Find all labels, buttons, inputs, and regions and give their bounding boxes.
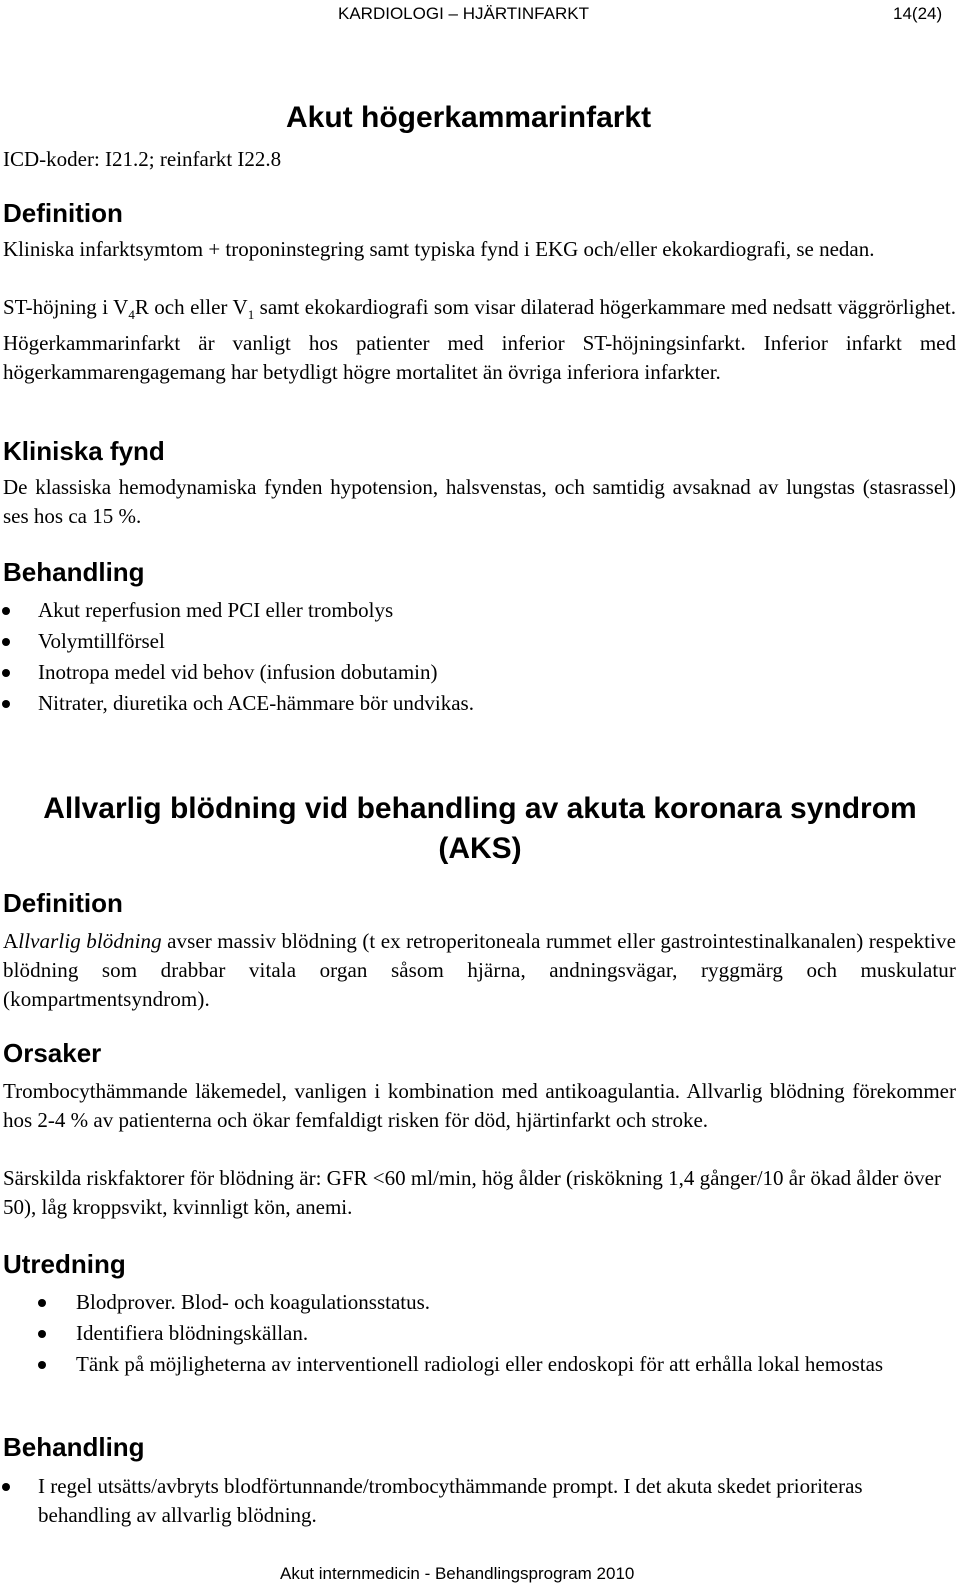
heading-definition: Definition [3,198,123,228]
behandling-list-1 [38,596,938,718]
text-run: A [3,929,19,953]
bullet-icon [2,607,10,615]
list-item-text: I regel utsätts/avbryts blodförtunnande/trombocythämmande prompt. I det akuta skedet prioriteras behandling av allvarlig blödning. [38,1474,863,1527]
behandling-list-2 [38,1472,918,1530]
orsaker-paragraph-1: Trombocythämmande läkemedel, vanligen i kombination med antikoagulantia. Allvarlig blödning förekommer hos 2-4 % av patienterna och ökar femfaldigt risken för död, hjärtinfarkt och stroke. [3,1079,956,1132]
bullet-icon [38,1361,46,1369]
list-item [76,1319,946,1348]
heading-orsaker: Orsaker [3,1038,102,1068]
heading-definition-2: Definition [3,888,123,918]
text-run: ST-höjning i V [3,295,129,319]
icd-codes: ICD-koder: I21.2; reinfarkt I22.8 [3,147,282,171]
list-item [38,596,938,625]
heading-behandling-2: Behandling [3,1432,145,1462]
heading-utredning: Utredning [3,1249,126,1279]
text-run: R och eller V [134,295,248,319]
list-item-text: Blodprover. Blod- och koagulationsstatus. [76,1290,431,1314]
subscript: 1 [247,307,255,323]
orsaker-paragraph-2: Särskilda riskfaktorer för blödning är: GFR <60 ml/min, hög ålder (riskökning 1,4 gånger/10 år ökad ålder över 50), låg kroppsvikt, kvinnligt kön, anemi. [3,1166,941,1219]
heading-behandling-1: Behandling [3,557,145,587]
list-item [76,1350,946,1379]
list-item [38,689,938,718]
list-item-text: Nitrater, diuretika och ACE-hämmare bör undvikas. [38,691,474,715]
kliniska-fynd-paragraph: De klassiska hemodynamiska fynden hypotension, halsvenstas, och samtidig avsaknad av lungstas (stasrassel) ses hos ca 15 %. [3,475,956,528]
list-item-text: Akut reperfusion med PCI eller trombolys [38,598,394,622]
list-item-text: Volymtillförsel [38,629,165,653]
bullet-icon [2,1483,10,1491]
section-title-allvarlig-blodning [0,789,960,869]
bullet-icon [38,1299,46,1307]
text-run: avser massiv blödning (t ex retroperitoneala rummet eller gastrointestinalkanalen) respektive blödning som drabbar vitala organ såsom hjärna, andningsvägar, ryggmärg och muskulatur (kompartmentsyndrom). [3,929,957,1011]
list-item [38,627,938,656]
list-item [76,1288,946,1317]
utredning-list [76,1288,946,1379]
italic-text: llvarlig blödning [18,929,162,953]
list-item-text: Inotropa medel vid behov (infusion dobutamin) [38,660,438,684]
section-title-line-1: Allvarlig blödning vid behandling av akuta koronara syndrom [43,792,917,825]
page-footer: Akut internmedicin - Behandlingsprogram 2010 [280,1564,635,1583]
list-item [38,1472,918,1530]
bullet-icon [2,669,10,677]
section-title-line-2: (AKS) [438,832,522,865]
section-title-hogerkammarinfarkt: Akut högerkammarinfarkt [286,101,652,134]
bullet-icon [2,638,10,646]
list-item [38,658,938,687]
bullet-icon [2,700,10,708]
page-number: 14(24) [893,4,943,23]
list-item-text: Tänk på möjligheterna av interventionell radiologi eller endoskopi för att erhålla lokal hemostas [76,1352,884,1376]
list-item-text: Identifiera blödningskällan. [76,1321,309,1345]
definition-paragraph-2 [3,293,956,387]
subscript: 4 [128,307,135,323]
running-header-title: KARDIOLOGI – HJÄRTINFARKT [338,4,589,23]
bullet-icon [38,1330,46,1338]
text-run: samt ekokardiografi som visar dilaterad högerkammare med nedsatt väggrörlighet. Högerkammarinfarkt är vanligt hos patienter med inferior ST-höjningsinfarkt. Inferior infarkt med högerkammarengagemang har betydligt högre mortalitet än övriga inferiora infarkter. [3,295,956,385]
heading-kliniska-fynd: Kliniska fynd [3,436,165,466]
definition-paragraph-1: Kliniska infarktsymtom + troponinstegring samt typiska fynd i EKG och/eller ekokardiografi, se nedan. [3,237,875,261]
definition-paragraph-3 [3,927,956,1014]
